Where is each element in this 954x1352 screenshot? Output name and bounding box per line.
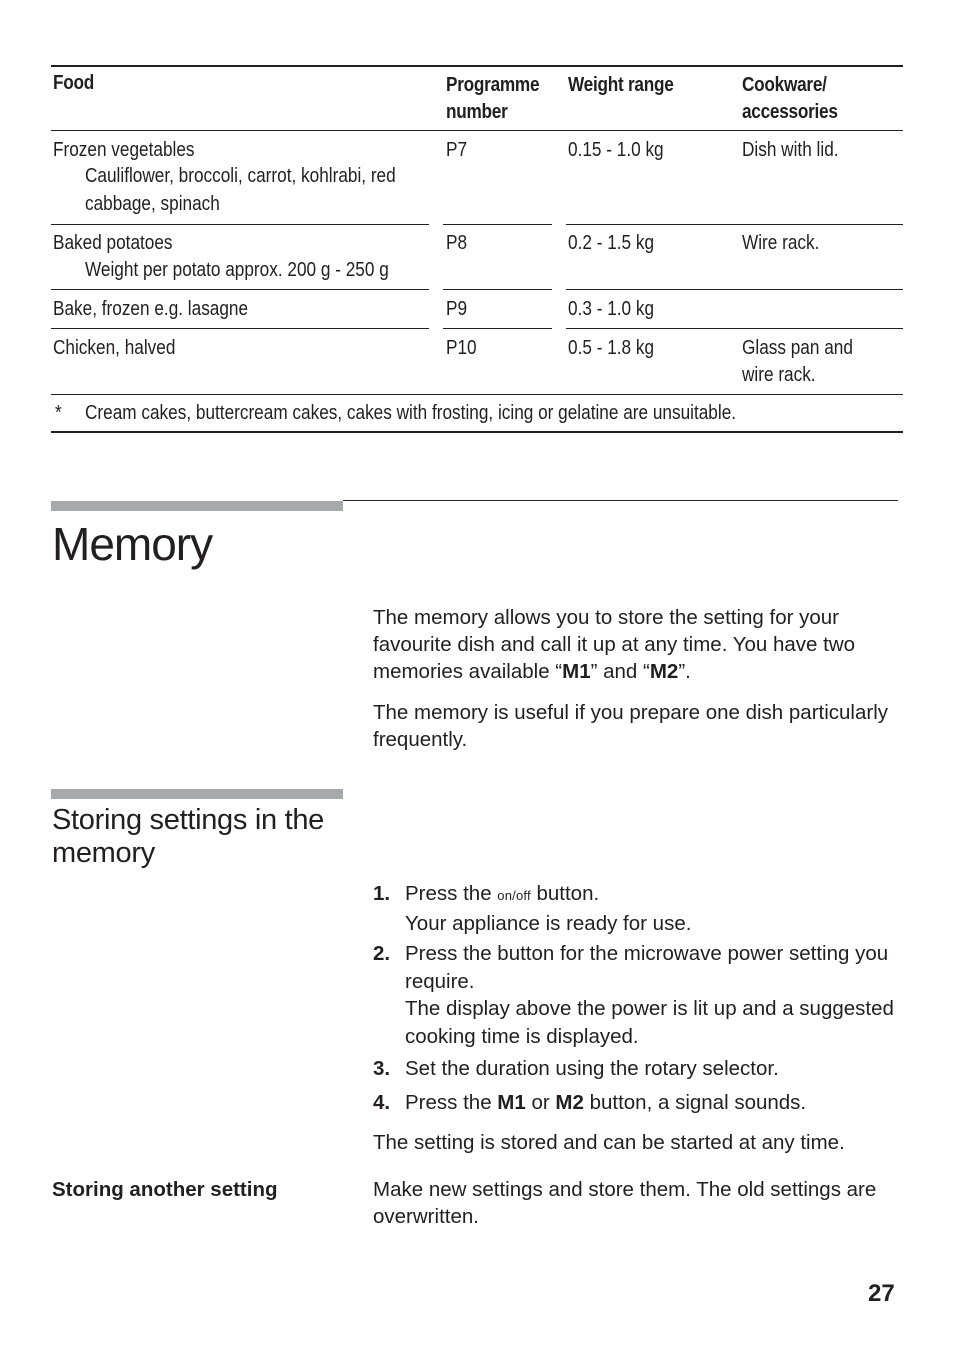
footnote-mark: *: [55, 402, 62, 424]
step-number: 2.: [373, 942, 391, 965]
step-text-part: or: [525, 1091, 556, 1114]
section-rule: [343, 500, 898, 501]
step-text: [405, 880, 900, 937]
row-rule: [51, 289, 429, 290]
header-cookware-1: Cookware/: [742, 74, 827, 96]
on-off-button-label: on/off: [497, 888, 531, 903]
header-programme-2: number: [446, 101, 508, 123]
row2-cookware: Wire rack.: [742, 232, 820, 254]
row1-food-detail-2: cabbage, spinach: [85, 193, 220, 215]
row1-cookware: Dish with lid.: [742, 139, 839, 161]
row4-cookware-2: wire rack.: [742, 364, 816, 386]
header-programme-1: Programme: [446, 74, 540, 96]
step-number: 1.: [373, 882, 391, 905]
m1-label: M1: [562, 660, 591, 683]
m2-label: M2: [649, 660, 679, 683]
side-heading: Storing another setting: [52, 1178, 278, 1201]
page-title: Memory: [52, 518, 213, 570]
subsection-title: Storing settings in the memory: [52, 804, 324, 869]
section-bar: [51, 501, 343, 511]
step-text-part: Press the: [405, 1091, 498, 1114]
row4-cookware: Glass pan and: [742, 337, 853, 359]
intro-text: ” and “: [590, 660, 650, 683]
row1-food-detail: Cauliflower, broccoli, carrot, kohlrabi, red: [85, 165, 396, 187]
row-rule: [51, 328, 429, 329]
another-setting-text: [373, 1176, 898, 1230]
result-paragraph: The setting is stored and can be started at any time.: [373, 1131, 845, 1154]
intro-paragraph-2: The memory is useful if you prepare one dish particularly frequently.: [373, 701, 889, 751]
row-rule: [51, 224, 429, 225]
row3-food: Bake, frozen e.g. lasagne: [53, 298, 249, 320]
header-food: Food: [53, 72, 94, 94]
intro-text: The memory allows you to store the setting for your favourite dish and call it up at any time. You have two memories available “: [373, 606, 856, 683]
footnote-text: Cream cakes, buttercream cakes, cakes with frosting, icing or gelatine are unsuitable.: [85, 402, 737, 424]
row-rule: [443, 224, 552, 225]
step-number: 3.: [373, 1057, 391, 1080]
row3-weight: 0.3 - 1.0 kg: [568, 298, 655, 320]
memory-intro: [373, 604, 898, 685]
another-paragraph: Make new settings and store them. The old settings are overwritten.: [373, 1178, 877, 1228]
step-text-part: button, a signal sounds.: [583, 1091, 807, 1114]
step-text: [405, 1089, 900, 1117]
row4-food: Chicken, halved: [53, 337, 176, 359]
row4-weight: 0.5 - 1.8 kg: [568, 337, 655, 359]
row-rule: [566, 289, 903, 290]
row2-food: Baked potatoes: [53, 232, 173, 254]
row-rule: [443, 289, 552, 290]
row-rule: [566, 328, 903, 329]
row2-programme: P8: [446, 232, 468, 254]
table-bottom-rule: [51, 431, 903, 433]
step-note: The display above the power is lit up and a suggested cooking time is displayed.: [405, 997, 894, 1048]
row-rule: [566, 224, 903, 225]
row2-weight: 0.2 - 1.5 kg: [568, 232, 655, 254]
footnote-rule: [51, 394, 903, 395]
result-text: [373, 1129, 898, 1156]
row1-food: Frozen vegetables: [53, 139, 195, 161]
step-text-part: Press the button for the microwave power setting you require.: [405, 942, 889, 993]
step-text-part: Press the: [405, 882, 498, 905]
header-rule: [51, 130, 903, 131]
subsection-bar: [51, 789, 343, 799]
row2-food-detail: Weight per potato approx. 200 g - 250 g: [85, 259, 389, 281]
step-text: [405, 940, 900, 1050]
row-rule: [443, 328, 552, 329]
header-cookware-2: accessories: [742, 101, 838, 123]
row1-programme: P7: [446, 139, 468, 161]
row4-programme: P10: [446, 337, 477, 359]
m2-label: M2: [555, 1091, 584, 1114]
step-text: Set the duration using the rotary selector.: [405, 1057, 779, 1080]
step-number: 4.: [373, 1091, 391, 1114]
header-weight: Weight range: [568, 74, 674, 96]
intro-paragraph-1: [373, 604, 898, 685]
row3-programme: P9: [446, 298, 468, 320]
programme-table: [0, 0, 954, 440]
row1-weight: 0.15 - 1.0 kg: [568, 139, 664, 161]
page-number: 27: [868, 1280, 895, 1307]
intro-text: ”.: [678, 660, 691, 683]
step-text-part: button.: [530, 882, 600, 905]
table-top-rule: [51, 65, 903, 67]
step-note: Your appliance is ready for use.: [405, 911, 692, 935]
m1-label: M1: [497, 1091, 526, 1114]
memory-intro-2: [373, 699, 898, 753]
